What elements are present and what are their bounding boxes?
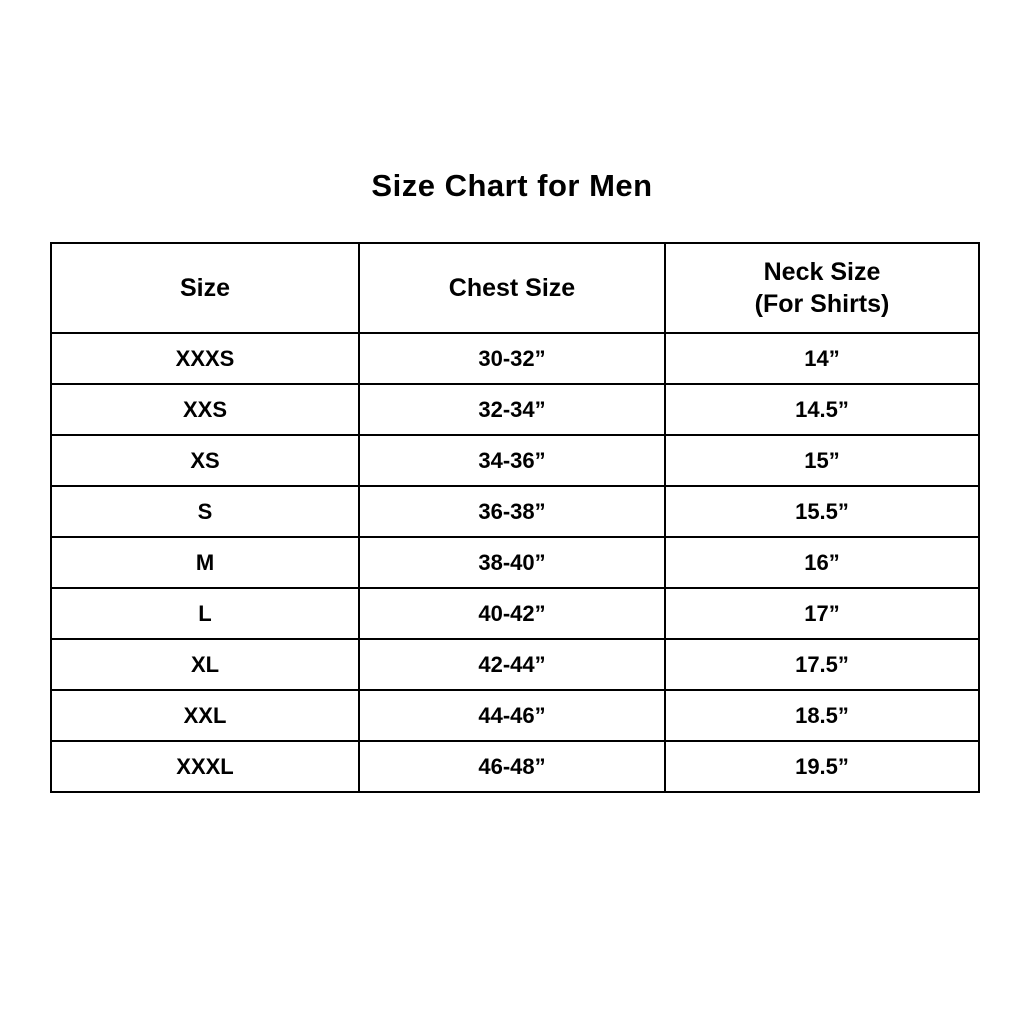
header-neck-size-sublabel: (For Shirts) <box>754 290 890 318</box>
neck-cell: 15.5” <box>665 486 979 537</box>
table-row <box>51 690 979 741</box>
table-header <box>51 243 979 333</box>
size-cell: XXL <box>51 690 359 741</box>
size-cell: M <box>51 537 359 588</box>
table-row <box>51 486 979 537</box>
page-title: Size Chart for Men <box>371 168 653 203</box>
size-cell: XXXS <box>51 333 359 384</box>
size-cell: S <box>51 486 359 537</box>
header-neck-size-label: Neck Size <box>763 257 881 286</box>
neck-cell: 14.5” <box>665 384 979 435</box>
chest-cell: 38-40” <box>359 537 665 588</box>
chest-cell: 46-48” <box>359 741 665 792</box>
table-row <box>51 639 979 690</box>
neck-cell: 15” <box>665 435 979 486</box>
neck-cell: 19.5” <box>665 741 979 792</box>
neck-cell: 16” <box>665 537 979 588</box>
size-chart-table <box>50 242 980 793</box>
neck-cell: 17.5” <box>665 639 979 690</box>
chest-cell: 34-36” <box>359 435 665 486</box>
chest-cell: 30-32” <box>359 333 665 384</box>
table-row <box>51 333 979 384</box>
table-row <box>51 537 979 588</box>
header-chest-size: Chest Size <box>359 243 665 333</box>
size-cell: XS <box>51 435 359 486</box>
chest-cell: 44-46” <box>359 690 665 741</box>
chest-cell: 42-44” <box>359 639 665 690</box>
size-cell: XXS <box>51 384 359 435</box>
chest-cell: 32-34” <box>359 384 665 435</box>
size-cell: XL <box>51 639 359 690</box>
neck-cell: 18.5” <box>665 690 979 741</box>
size-cell: XXXL <box>51 741 359 792</box>
chest-cell: 40-42” <box>359 588 665 639</box>
chest-cell: 36-38” <box>359 486 665 537</box>
table-row <box>51 435 979 486</box>
header-size: Size <box>51 243 359 333</box>
table-row <box>51 741 979 792</box>
table-row <box>51 588 979 639</box>
header-row <box>51 243 979 333</box>
header-neck-size <box>665 243 979 333</box>
neck-cell: 17” <box>665 588 979 639</box>
table-row <box>51 384 979 435</box>
size-cell: L <box>51 588 359 639</box>
neck-cell: 14” <box>665 333 979 384</box>
table-body <box>51 333 979 792</box>
